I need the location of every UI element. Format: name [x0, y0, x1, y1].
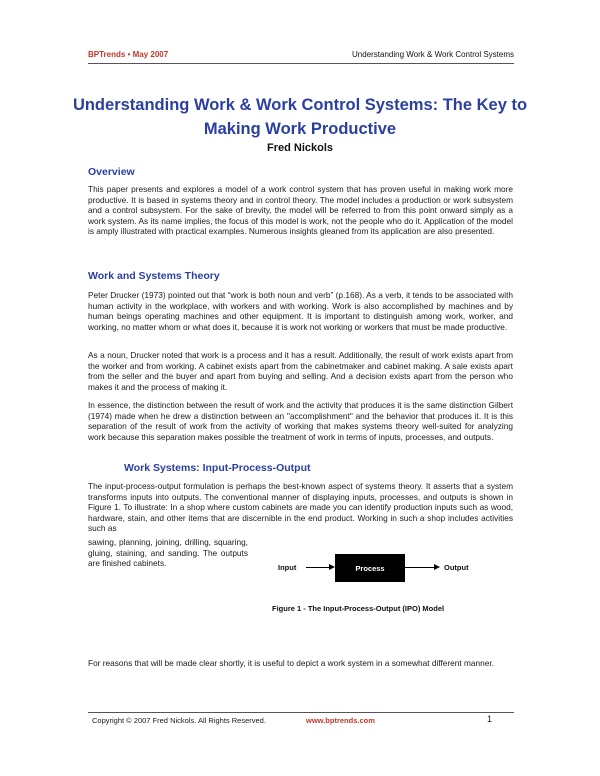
- ipo-paragraph-1: The input-process-output formulation is perhaps the best-known aspect of systems theory. It asserts that a system transforms inputs into outputs. The conventional manner of displaying inputs, processes, and outputs is shown in Figure 1. To illustrate: In a shop where custom cabinets are made you can identify production inputs such as wood, hardware, stain, and other items that are discernible in the end product. Working in such a shop includes activities such as: [88, 481, 513, 534]
- header-running-title: Understanding Work & Work Control Systems: [352, 50, 514, 59]
- output-arrow-line: [405, 567, 435, 568]
- work-theory-paragraph-1: Peter Drucker (1973) pointed out that “work is both noun and verb” (p.168). As a verb, it tends to be associated with human activity in the workplace, with workers and with working. Work is also accomplished by machines and by human beings operating machines and other equipment. It is important to distinguish among work, worker, and working, no matter whom or what does it, because it is work not working or workers that must be made productive.: [88, 290, 513, 332]
- header-separator: •: [125, 50, 133, 59]
- author-name: Fred Nickols: [266, 142, 334, 154]
- header-left: [88, 50, 168, 59]
- heading-ipo: Work Systems: Input-Process-Output: [124, 462, 311, 474]
- process-box: Process: [335, 554, 405, 582]
- page-number: 1: [486, 714, 492, 724]
- ipo-paragraph-2: For reasons that will be made clear shortly, it is useful to depict a work system in a somewhat different manner.: [88, 658, 494, 668]
- work-theory-paragraph-3: In essence, the distinction between the result of work and the activity that produces it is the same distinction Gilbert (1974) made when he drew a distinction between an "accomplishment" and the behavior that produces it. It is this separation of the result of work from the activity of working that makes systems theory well-suited for analyzing work because this separation makes possible the treatment of work in terms of inputs, processes, and outputs.: [88, 400, 513, 442]
- output-label: Output: [444, 563, 469, 572]
- work-theory-paragraph-2: As a noun, Drucker noted that work is a process and it has a result. Additionally, the result of work exists apart from the worker and from working. A cabinet exists apart from the cabinetmaker and cabinet making. A sale exists apart from the seller and the buyer and apart from buying and selling. And a decision exists apart from the person who makes it and the process of making it.: [88, 350, 513, 392]
- ipo-paragraph-continued: sawing, planning, joining, drilling, squaring, gluing, staining, and sanding. The outputs are finished cabinets.: [88, 537, 248, 569]
- header-brand: BPTrends: [88, 50, 126, 59]
- figure-caption: Figure 1 - The Input-Process-Output (IPO) Model: [272, 604, 445, 613]
- page-header: [88, 50, 514, 64]
- header-date: May 2007: [132, 50, 169, 59]
- heading-overview: Overview: [88, 166, 135, 178]
- input-arrow-line: [306, 567, 330, 568]
- heading-work-systems-theory: Work and Systems Theory: [88, 270, 220, 282]
- overview-paragraph: This paper presents and explores a model of a work control system that has proven useful in making work more productive. It is based in systems theory and in control theory. The model includes a production or work subsystem and a control subsystem. For the sake of brevity, the model will be referred to from this point onward simply as a work system. As its name implies, the focus of this model is work, not the people who do it. Application of the model is amply illustrated with practical examples. Numerous insights gleaned from its application are also presented.: [88, 184, 513, 237]
- ipo-diagram: [270, 550, 510, 595]
- output-arrow-head: [434, 564, 440, 570]
- footer-copyright: Copyright © 2007 Fred Nickols. All Rights Reserved.: [92, 716, 266, 725]
- document-title: Understanding Work & Work Control Systems: The Key to Making Work Productive: [72, 96, 528, 138]
- input-label: Input: [278, 563, 297, 572]
- page-footer: [88, 712, 514, 728]
- footer-url[interactable]: www.bptrends.com: [306, 716, 375, 725]
